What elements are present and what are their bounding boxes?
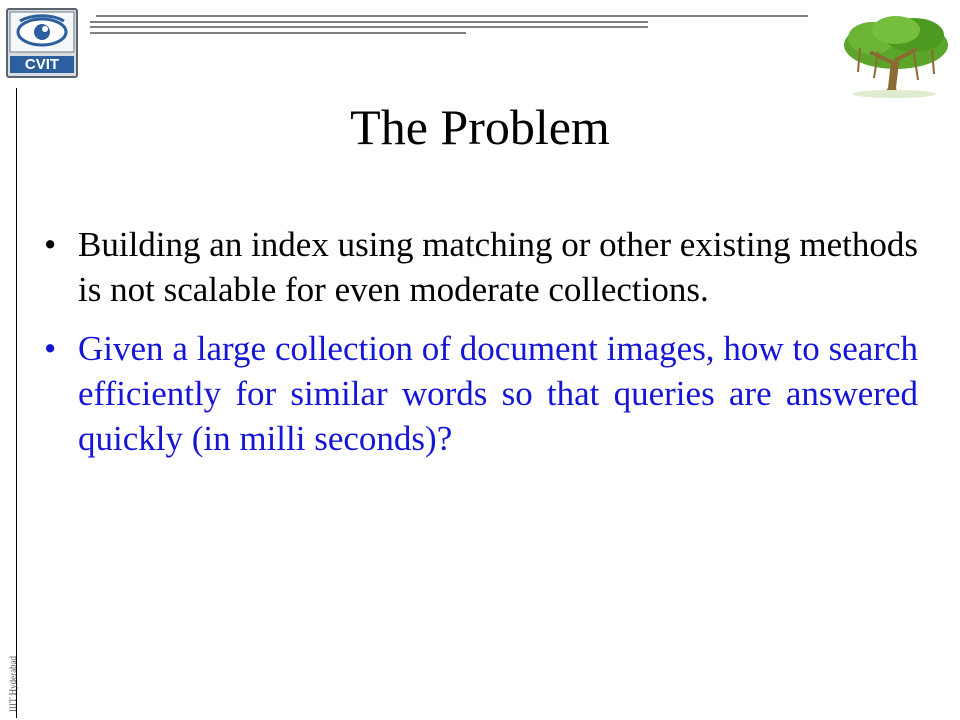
- cvit-logo-text: CVIT: [24, 56, 60, 73]
- bullet-dot: •: [44, 225, 57, 264]
- bullet-item: [44, 222, 918, 312]
- bullet-list: [44, 222, 918, 475]
- slide-title: The Problem: [350, 99, 610, 155]
- bullet-item: [44, 326, 918, 461]
- institution-vertical-label: IIIT Hyderabad: [8, 655, 18, 712]
- bullet-text: Given a large collection of document images, how to search efficiently for similar words so that queries are answered quickly (in milli seconds)?: [78, 329, 918, 458]
- tree-icon: [836, 10, 954, 98]
- bullet-dot: •: [44, 329, 57, 368]
- left-vertical-rule: [16, 88, 17, 718]
- header-decorative-lines: [0, 0, 960, 40]
- bullet-text: Building an index using matching or other existing methods is not scalable for even moderate collections.: [78, 225, 918, 309]
